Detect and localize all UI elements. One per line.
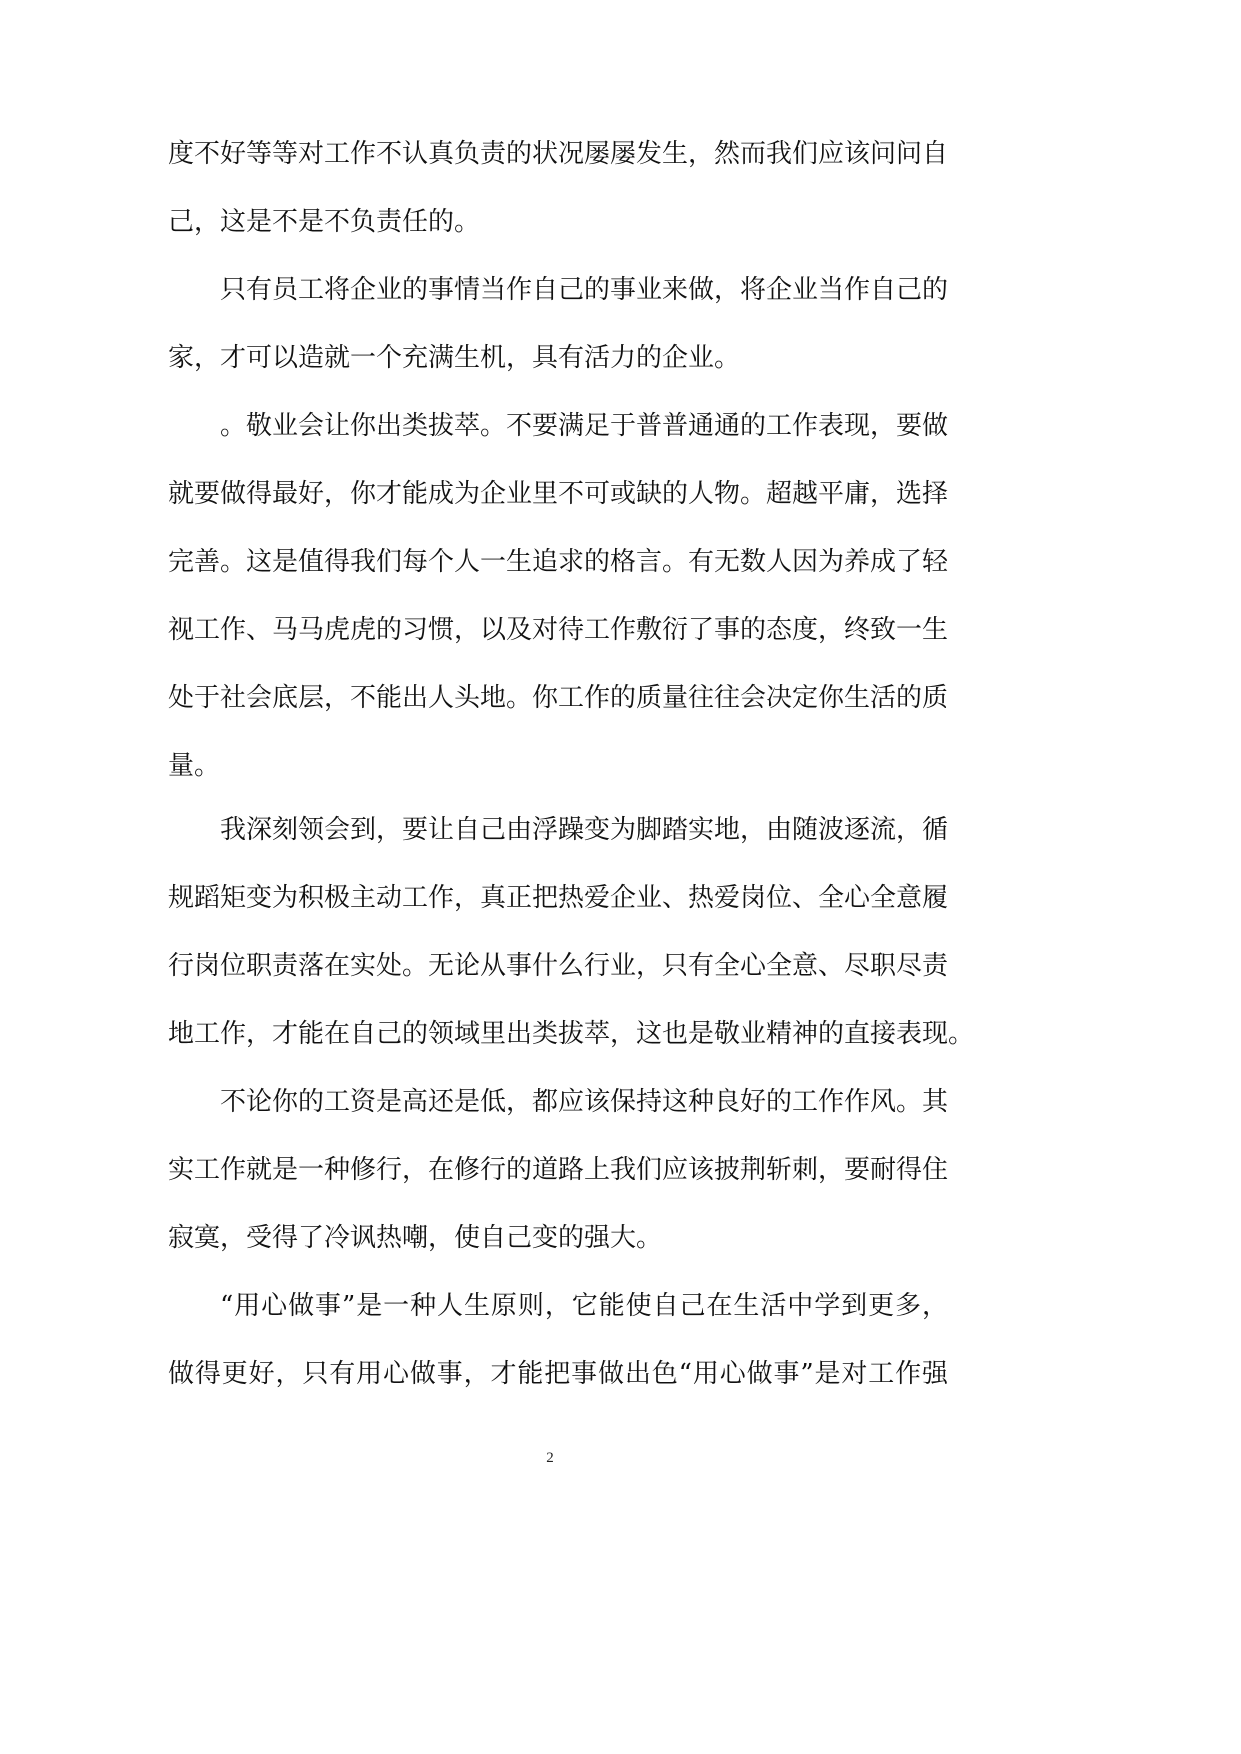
text-line: 规蹈矩变为积极主动工作，真正把热爱企业、热爱岗位、全心全意履 bbox=[168, 883, 949, 913]
text-line: 完善。这是值得我们每个人一生追求的格言。有无数人因为养成了轻 bbox=[168, 547, 949, 577]
text-line: 地工作，才能在自己的领域里出类拔萃，这也是敬业精神的直接表现。 bbox=[168, 1019, 975, 1049]
text-line: 量。 bbox=[168, 751, 221, 781]
page-number: 2 bbox=[546, 1450, 554, 1466]
text-line: 实工作就是一种修行，在修行的道路上我们应该披荆斩刺，要耐得住 bbox=[168, 1155, 949, 1185]
paragraph-first-line: “用心做事”是一种人生原则，它能使自己在生活中学到更多， bbox=[220, 1291, 948, 1321]
text-line: 就要做得最好，你才能成为企业里不可或缺的人物。超越平庸，选择 bbox=[168, 479, 949, 509]
paragraph-first-line: 只有员工将企业的事情当作自己的事业来做，将企业当作自己的 bbox=[220, 275, 949, 305]
text-line: 己，这是不是不负责任的。 bbox=[168, 207, 481, 237]
text-line: 度不好等等对工作不认真负责的状况屡屡发生，然而我们应该问问自 bbox=[168, 139, 949, 169]
paragraph-first-line: 。敬业会让你出类拔萃。不要满足于普普通通的工作表现，要做 bbox=[220, 411, 949, 441]
text-line: 行岗位职责落在实处。无论从事什么行业，只有全心全意、尽职尽责 bbox=[168, 951, 949, 981]
paragraph-first-line: 不论你的工资是高还是低，都应该保持这种良好的工作作风。其 bbox=[220, 1087, 949, 1117]
text-line: 视工作、马马虎虎的习惯，以及对待工作敷衍了事的态度，终致一生 bbox=[168, 615, 949, 645]
text-line: 做得更好，只有用心做事，才能把事做出色“用心做事”是对工作强 bbox=[168, 1359, 948, 1389]
text-line: 寂寞，受得了冷讽热嘲，使自己变的强大。 bbox=[168, 1223, 663, 1253]
paragraph-first-line: 我深刻领会到，要让自己由浮躁变为脚踏实地，由随波逐流，循 bbox=[220, 815, 949, 845]
text-line: 家，才可以造就一个充满生机，具有活力的企业。 bbox=[168, 343, 741, 373]
text-line: 处于社会底层，不能出人头地。你工作的质量往往会决定你生活的质 bbox=[168, 683, 949, 713]
